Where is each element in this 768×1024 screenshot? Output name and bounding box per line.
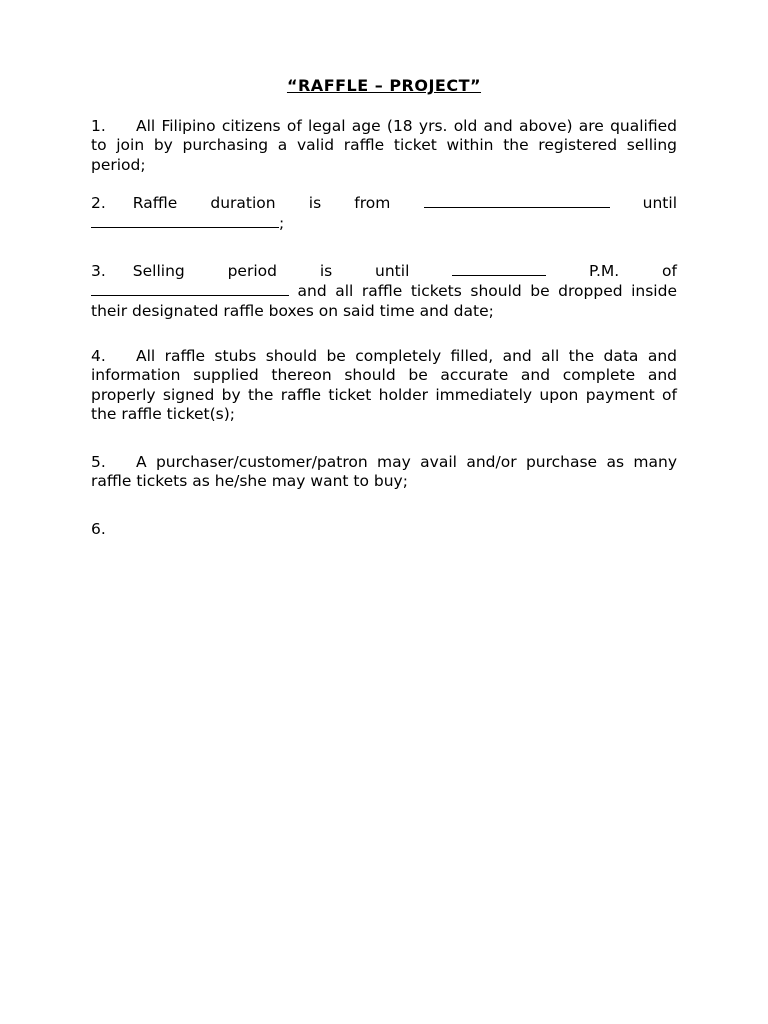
item-word: until bbox=[642, 194, 677, 212]
item-number: 1. bbox=[91, 117, 106, 135]
item-word: of bbox=[662, 262, 677, 280]
item-text: All raffle stubs should be completely filled, and all the data and information supplied thereon should be accurate and complete and properly signed by the raffle ticket holder immediately upon payment of the raffle ticket(s); bbox=[91, 347, 677, 423]
rule-item-6 bbox=[91, 520, 677, 539]
item-text: A purchaser/customer/patron may avail and/or purchase as many raffle tickets as he/she may want to buy; bbox=[91, 453, 677, 491]
item-number: 5. bbox=[91, 453, 106, 471]
item-number: 6. bbox=[91, 520, 106, 538]
item-3-line-2 bbox=[91, 281, 677, 321]
item-word: period bbox=[227, 262, 277, 280]
time-blank[interactable] bbox=[452, 261, 546, 276]
item-word: from bbox=[354, 194, 391, 212]
rule-item-2 bbox=[91, 193, 677, 234]
item-word: Raffle bbox=[132, 194, 178, 212]
item-number: 3. bbox=[91, 262, 106, 280]
date-blank[interactable] bbox=[91, 281, 289, 296]
rule-item-5 bbox=[91, 453, 677, 492]
item-end: ; bbox=[279, 214, 285, 233]
rule-item-3 bbox=[91, 261, 677, 321]
item-word: P.M. bbox=[589, 262, 620, 280]
item-text: All Filipino citizens of legal age (18 yrs. old and above) are qualified to join by purchasing a valid raffle ticket within the registered selling period; bbox=[91, 117, 677, 174]
item-word: is bbox=[319, 262, 333, 280]
item-number: 4. bbox=[91, 347, 106, 365]
item-word: until bbox=[375, 262, 410, 280]
item-2-line-1 bbox=[91, 193, 677, 213]
item-number: 2. bbox=[91, 194, 106, 212]
date-from-blank[interactable] bbox=[424, 193, 610, 208]
item-word: Selling bbox=[132, 262, 185, 280]
item-text: and all raffle tickets should be dropped inside their designated raffle boxes on said time and date; bbox=[91, 282, 677, 320]
rule-item-4 bbox=[91, 347, 677, 424]
item-3-line-1 bbox=[91, 261, 677, 281]
date-until-blank[interactable] bbox=[91, 213, 279, 228]
item-word: duration bbox=[210, 194, 276, 212]
rule-item-1 bbox=[91, 117, 677, 175]
item-word: is bbox=[308, 194, 322, 212]
item-2-line-2 bbox=[91, 213, 677, 233]
document-title: “RAFFLE – PROJECT” bbox=[286, 76, 482, 95]
